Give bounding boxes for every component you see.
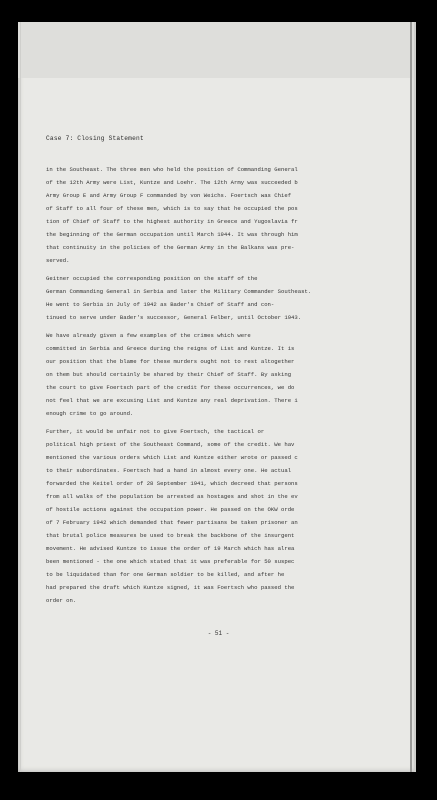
text-line: of the 12th Army were List, Kuntze and Loehr. The 12th Army was succeeded b bbox=[46, 179, 298, 186]
text-line: committed in Serbia and Greece during the reigns of List and Kuntze. It is bbox=[46, 345, 295, 352]
text-line: on them but should certainly be shared by their Chief of Staff. By asking bbox=[46, 371, 292, 378]
text-line: that continuity in the policies of the German Army in the Balkans was pre- bbox=[46, 244, 295, 251]
document-header: Case 7: Closing Statement bbox=[46, 135, 144, 142]
text-line: movement. He advised Kuntze to issue the order of 19 March which has alrea bbox=[46, 545, 295, 552]
text-line: political high priest of the Southeast Command, some of the credit. We hav bbox=[46, 441, 295, 448]
text-line: mentioned the various orders which List and Kuntze either wrote or passed c bbox=[46, 454, 298, 461]
text-line: to their subordinates. Foertsch had a hand in almost every one. He actual bbox=[46, 467, 292, 474]
paragraph-3 bbox=[46, 329, 396, 420]
text-line: Geitner occupied the corresponding position on the staff of the bbox=[46, 275, 258, 282]
text-line: Further, it would be unfair not to give Foertsch, the tactical or bbox=[46, 428, 265, 435]
text-line: not feel that we are excusing List and Kuntze any real deprivation. There i bbox=[46, 397, 298, 404]
page-edge-right-outer bbox=[414, 22, 416, 772]
text-line: tion of Chief of Staff to the highest authority in Greece and Yugoslavia fr bbox=[46, 218, 298, 225]
text-line: been mentioned - the one which stated that it was preferable for 50 suspec bbox=[46, 558, 295, 565]
text-line: to be liquidated than for one German soldier to be killed, and after he bbox=[46, 571, 285, 578]
text-line: of Staff to all four of these men, which is to say that he occupied the pos bbox=[46, 205, 298, 212]
text-line: German Commanding General in Serbia and later the Military Commander Southeast. bbox=[46, 288, 312, 295]
text-line: We have already given a few examples of the crimes which were bbox=[46, 332, 251, 339]
text-line: had prepared the draft which Kuntze signed, it was Foertsch who passed the bbox=[46, 584, 295, 591]
text-line: forwarded the Keitel order of 28 September 1941, which decreed that persons bbox=[46, 480, 298, 487]
text-line: served. bbox=[46, 257, 70, 264]
text-line: tinued to serve under Bader's successor, General Felber, until October 1943. bbox=[46, 314, 302, 321]
text-line: He went to Serbia in July of 1942 as Bader's Chief of Staff and con- bbox=[46, 301, 275, 308]
page-edge-left bbox=[20, 22, 21, 772]
text-line: of 7 February 1942 which demanded that fewer partisans be taken prisoner an bbox=[46, 519, 298, 526]
text-line: the court to give Foertsch part of the credit for these occurrences, we do bbox=[46, 384, 295, 391]
page-top-shade bbox=[18, 22, 416, 78]
text-line: the beginning of the German occupation until March 1944. It was through him bbox=[46, 231, 298, 238]
text-line: of hostile actions against the occupation power. He passed on the OKW orde bbox=[46, 506, 295, 513]
paragraph-1 bbox=[46, 163, 396, 267]
text-line: enough crime to go around. bbox=[46, 410, 134, 417]
text-line: that brutal police measures be used to break the backbone of the insurgent bbox=[46, 532, 295, 539]
document-body bbox=[46, 163, 396, 607]
text-line: in the Southeast. The three men who held the position of Commanding General bbox=[46, 166, 298, 173]
paragraph-4 bbox=[46, 425, 396, 607]
text-line: from all walks of the population be arrested as hostages and shot in the ev bbox=[46, 493, 298, 500]
page-number: - 51 - bbox=[207, 630, 230, 637]
page-edge-right bbox=[410, 22, 412, 772]
text-line: Army Group E and Army Group F commanded by von Weichs. Foertsch was Chief bbox=[46, 192, 292, 199]
text-line: order on. bbox=[46, 597, 77, 604]
text-line: our position that the blame for these murders ought not to rest altogether bbox=[46, 358, 295, 365]
paragraph-2 bbox=[46, 272, 396, 324]
